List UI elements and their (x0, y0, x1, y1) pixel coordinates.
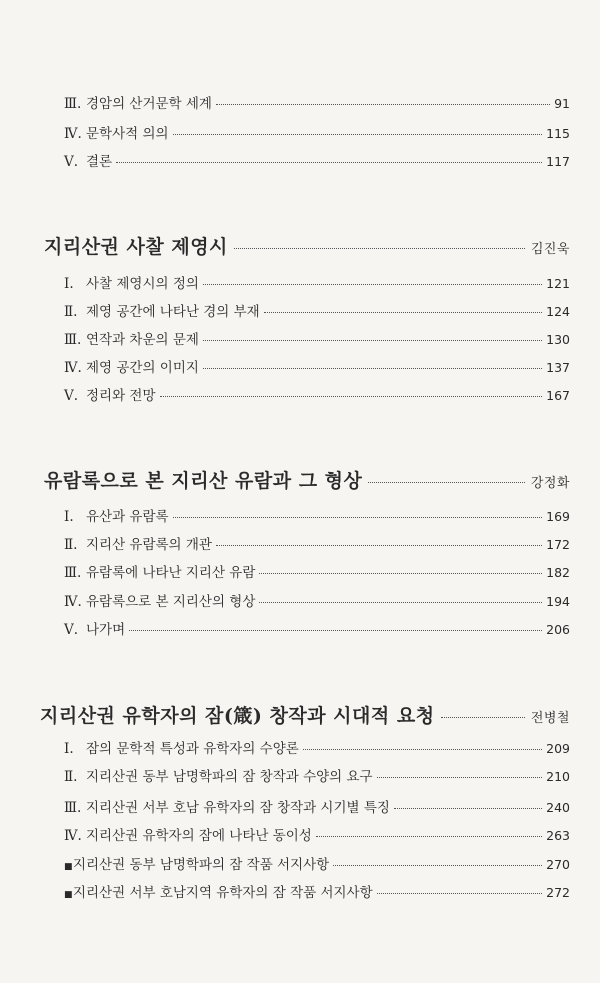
entry-title: 정리와 전망 (86, 388, 156, 404)
section-title: 지리산권 사찰 제영시 (44, 236, 228, 258)
entry-title: 지리산 유람록의 개관 (86, 537, 212, 553)
dot-leader (203, 368, 542, 369)
toc-entry[interactable] (64, 618, 570, 638)
entry-page: 167 (546, 388, 570, 403)
entry-title: 경암의 산거문학 세계 (86, 96, 212, 112)
dot-leader (203, 340, 542, 341)
entry-page: 210 (546, 769, 570, 784)
section-heading[interactable] (44, 232, 570, 259)
entry-page: 172 (546, 537, 570, 552)
toc-entry[interactable] (64, 737, 570, 757)
entry-page: 124 (546, 304, 570, 319)
section-heading[interactable] (44, 466, 570, 493)
section-author: 전병철 (530, 711, 570, 726)
square-bullet-icon: ■ (64, 862, 73, 872)
entry-number: Ⅱ. (64, 769, 78, 785)
dot-leader (316, 836, 542, 837)
toc-appendix-entry[interactable] (64, 881, 570, 901)
dot-leader (116, 162, 542, 163)
dot-leader (259, 573, 542, 574)
toc-entry[interactable] (64, 92, 570, 112)
entry-number: Ⅲ. (64, 800, 82, 816)
dot-leader (333, 865, 542, 866)
dot-leader (216, 104, 550, 105)
entry-page: 115 (546, 126, 570, 141)
entry-title: 지리산권 유학자의 잠에 나타난 동이성 (86, 828, 312, 844)
entry-number: Ⅱ. (64, 537, 78, 553)
entry-title: 유람록에 나타난 지리산 유람 (86, 565, 256, 581)
entry-number: Ⅲ. (64, 332, 82, 348)
dot-leader (234, 248, 525, 249)
toc-entry[interactable] (64, 824, 570, 844)
entry-page: 270 (546, 857, 570, 872)
entry-title: 제영 공간의 이미지 (86, 360, 199, 376)
entry-page: 137 (546, 360, 570, 375)
dot-leader (129, 630, 542, 631)
entry-title: 잠의 문학적 특성과 유학자의 수양론 (86, 741, 299, 757)
entry-title: 지리산권 서부 호남 유학자의 잠 창작과 시기별 특징 (86, 800, 390, 816)
entry-page: 91 (554, 96, 570, 111)
entry-number: Ⅰ. (64, 509, 74, 525)
dot-leader (377, 777, 543, 778)
dot-leader (303, 749, 542, 750)
entry-page: 117 (546, 154, 570, 169)
entry-number: Ⅴ. (64, 622, 79, 638)
toc-entry[interactable] (64, 505, 570, 525)
section-author: 김진욱 (530, 242, 570, 257)
dot-leader (216, 545, 542, 546)
entry-number: Ⅴ. (64, 154, 79, 170)
toc-entry[interactable] (64, 122, 570, 142)
dot-leader (441, 717, 525, 718)
entry-number: Ⅳ. (64, 360, 82, 376)
entry-page: 240 (546, 800, 570, 815)
entry-title: 지리산권 동부 남명학파의 잠 작품 서지사항 (73, 857, 330, 873)
toc-entry[interactable] (64, 590, 570, 610)
entry-number: Ⅳ. (64, 126, 82, 142)
entry-page: 121 (546, 276, 570, 291)
section-title: 지리산권 유학자의 잠(箴) 창작과 시대적 요청 (40, 705, 435, 727)
toc-entry[interactable] (64, 272, 570, 292)
toc-entry[interactable] (64, 356, 570, 376)
section-heading[interactable] (40, 701, 570, 728)
entry-number: Ⅴ. (64, 388, 79, 404)
section-title: 유람록으로 본 지리산 유람과 그 형상 (44, 470, 363, 492)
toc-entry[interactable] (64, 765, 570, 785)
entry-page: 130 (546, 332, 570, 347)
entry-page: 206 (546, 622, 570, 637)
toc-entry[interactable] (64, 300, 570, 320)
entry-title: 제영 공간에 나타난 경의 부재 (86, 304, 260, 320)
entry-title: 사찰 제영시의 정의 (86, 276, 199, 292)
toc-entry[interactable] (64, 150, 570, 170)
entry-number: Ⅲ. (64, 565, 82, 581)
toc-entry[interactable] (64, 328, 570, 348)
entry-number: Ⅳ. (64, 594, 82, 610)
toc-entry[interactable] (64, 796, 570, 816)
entry-title: 유산과 유람록 (86, 509, 169, 525)
entry-number: Ⅰ. (64, 741, 74, 757)
entry-number: Ⅳ. (64, 828, 82, 844)
dot-leader (173, 517, 543, 518)
toc-appendix-entry[interactable] (64, 853, 570, 873)
toc-entry[interactable] (64, 384, 570, 404)
dot-leader (259, 602, 542, 603)
entry-title: 결론 (86, 154, 113, 170)
dot-leader (203, 284, 542, 285)
entry-page: 194 (546, 594, 570, 609)
entry-title: 지리산권 동부 남명학파의 잠 창작과 수양의 요구 (86, 769, 373, 785)
section-author: 강정화 (530, 476, 570, 491)
entry-number: Ⅰ. (64, 276, 74, 292)
entry-title: 문학사적 의의 (86, 126, 169, 142)
dot-leader (394, 808, 542, 809)
dot-leader (264, 312, 542, 313)
entry-title: 유람록으로 본 지리산의 형상 (86, 594, 256, 610)
entry-page: 272 (546, 885, 570, 900)
entry-page: 169 (546, 509, 570, 524)
entry-number: Ⅲ. (64, 96, 82, 112)
dot-leader (377, 893, 543, 894)
toc-entry[interactable] (64, 533, 570, 553)
dot-leader (160, 396, 543, 397)
entry-page: 182 (546, 565, 570, 580)
entry-title: 나가며 (86, 622, 126, 638)
toc-entry[interactable] (64, 561, 570, 581)
dot-leader (368, 482, 524, 483)
entry-page: 209 (546, 741, 570, 756)
dot-leader (173, 134, 543, 135)
entry-page: 263 (546, 828, 570, 843)
entry-number: Ⅱ. (64, 304, 78, 320)
entry-title: 연작과 차운의 문제 (86, 332, 199, 348)
entry-title: 지리산권 서부 호남지역 유학자의 잠 작품 서지사항 (73, 885, 373, 901)
square-bullet-icon: ■ (64, 890, 73, 900)
